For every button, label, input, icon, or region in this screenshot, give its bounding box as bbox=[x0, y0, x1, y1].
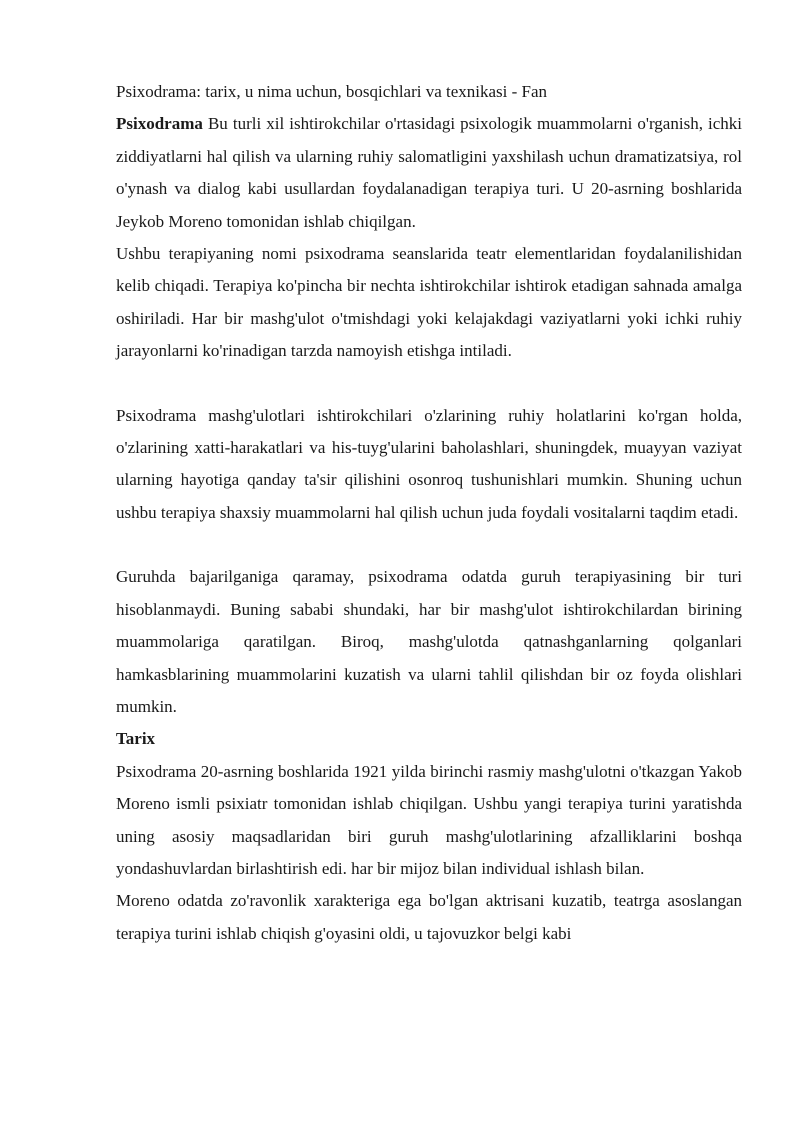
document-title: Psixodrama: tarix, u nima uchun, bosqichlari va texnikasi - Fan bbox=[116, 82, 548, 101]
paragraph-benefits: Psixodrama mashg'ulotlari ishtirokchilari o'zlarining ruhiy holatlarini ko'rgan holda, o'zlarining xatti-harakatlari va his-tuyg'ularini baholashlari, shuningdek, muayyan vaziyat ularning hayotiga qanday ta'sir qilishini osonroq tushunishlari mumkin. Shuning uchun ushbu terapiya shaxsiy muammolarni hal qilish uchun juda foydali vositalarni taqdim etadi. bbox=[116, 405, 742, 522]
spacer bbox=[116, 368, 742, 400]
paragraph-history: Psixodrama 20-asrning boshlarida 1921 yilda birinchi rasmiy mashg'ulotni o'tkazgan Yakob Moreno ismli psixiatr tomonidan ishlab chiqilgan. Ushbu yangi terapiya turini yaratishda uning asosiy maqsadlaridan biri guruh mashg'ulotlarining afzalliklarini boshqa yondashuvlardan birlashtirish edi. har bir mijoz bilan individual ishlash bilan. bbox=[116, 761, 742, 878]
lead-term: Psixodrama bbox=[116, 114, 203, 134]
paragraph-moreno: Moreno odatda zo'ravonlik xarakteriga ega bo'lgan aktrisani kuzatib, teatrga asoslangan terapiya turini ishlab chiqish g'oyasini oldi, u tajovuzkor belgi kabi bbox=[116, 891, 742, 943]
paragraph-intro bbox=[116, 108, 742, 238]
document-page bbox=[116, 76, 742, 950]
paragraph-name-origin: Ushbu terapiyaning nomi psixodrama seanslarida teatr elementlaridan foydalanilishidan kelib chiqadi. Terapiya ko'pincha bir nechta ishtirokchilar ishtirok etadigan sahnada amalga oshiriladi. Har bir mashg'ulot o'tmishdagi yoki kelajakdagi vaziyatlarni yoki ichki ruhiy jarayonlarni ko'rinadigan tarzda namoyish etishga intiladi. bbox=[116, 244, 742, 361]
intro-text: Bu turli xil ishtirokchilar o'rtasidagi psixologik muammolarni o'rganish, ichki ziddiyatlarni hal qilish va ularning ruhiy salomatligini yaxshilash uchun dramatizatsiya, rol o'ynash va dialog kabi usullardan foydalanadigan terapiya turi. U 20-asrning boshlarida Jeykob Moreno tomonidan ishlab chiqilgan. bbox=[116, 114, 742, 231]
paragraph-group: Guruhda bajarilganiga qaramay, psixodrama odatda guruh terapiyasining bir turi hisoblanmaydi. Buning sababi shundaki, har bir mashg'ulot ishtirokchilardan birining muammolariga qaratilgan. Biroq, mashg'ulotda qatnashganlarning qolganlari hamkasblarining muammolarini kuzatish va ularni tahlil qilishdan bir oz foyda olishlari mumkin. bbox=[116, 567, 742, 716]
section-heading-tarix: Tarix bbox=[116, 729, 156, 749]
spacer bbox=[116, 529, 742, 561]
